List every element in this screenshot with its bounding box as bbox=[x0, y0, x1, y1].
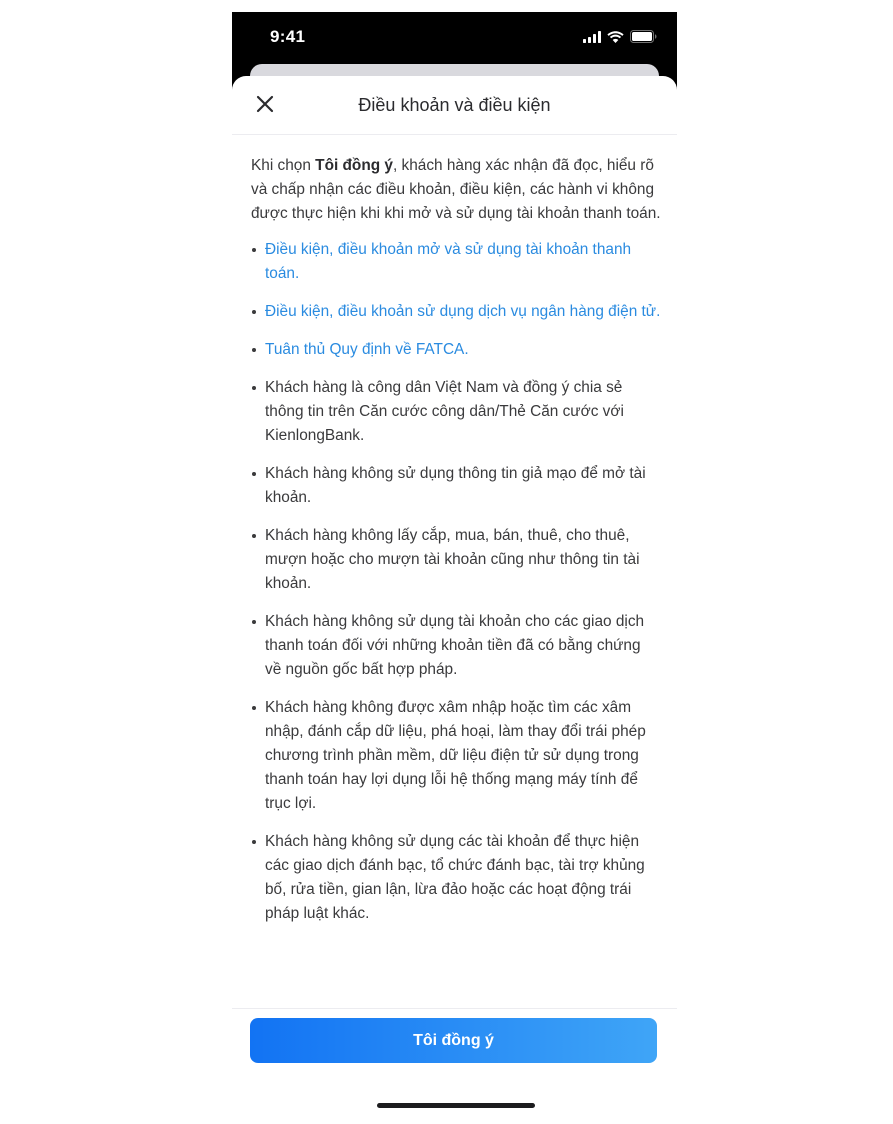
terms-sheet bbox=[232, 76, 677, 1122]
intro-text bbox=[251, 154, 661, 226]
footer-divider bbox=[232, 1008, 677, 1009]
fatca-link[interactable]: Tuân thủ Quy định về FATCA. bbox=[265, 341, 469, 358]
list-item-link-ebanking-terms[interactable] bbox=[251, 300, 661, 324]
list-item: Khách hàng không lấy cắp, mua, bán, thuê, cho thuê, mượn hoặc cho mượn tài khoản cũng như thông tin tài khoản. bbox=[251, 524, 661, 596]
sheet-header bbox=[232, 76, 677, 135]
terms-content[interactable] bbox=[251, 154, 661, 940]
intro-after: , khách hàng xác nhận đã đọc, hiểu rõ và chấp nhận các điều khoản, điều kiện, các hành vi không được thực hiện khi khi mở và sử dụng tài khoản thanh toán. bbox=[251, 157, 661, 222]
list-item: Khách hàng không sử dụng thông tin giả mạo để mở tài khoản. bbox=[251, 462, 661, 510]
wifi-icon bbox=[607, 31, 624, 43]
page-title: Điều khoản và điều kiện bbox=[358, 95, 551, 115]
intro-emphasis: Tôi đồng ý bbox=[315, 157, 393, 174]
list-item: Khách hàng không sử dụng các tài khoản để thực hiện các giao dịch đánh bạc, tổ chức đánh bạc, tài trợ khủng bố, rửa tiền, gian lận, lừa đảo hoặc các hoạt động trái pháp luật khác. bbox=[251, 830, 661, 926]
agree-button[interactable]: Tôi đồng ý bbox=[250, 1018, 657, 1063]
list-item-link-fatca[interactable] bbox=[251, 338, 661, 362]
account-terms-link[interactable]: Điều kiện, điều khoản mở và sử dụng tài khoản thanh toán. bbox=[265, 241, 632, 282]
signal-icon bbox=[583, 31, 601, 43]
status-time: 9:41 bbox=[270, 27, 306, 46]
battery-icon bbox=[630, 30, 657, 43]
list-item-link-account-terms[interactable] bbox=[251, 238, 661, 286]
list-item: Khách hàng là công dân Việt Nam và đồng ý chia sẻ thông tin trên Căn cước công dân/Thẻ Căn cước với KienlongBank. bbox=[251, 376, 661, 448]
list-item: Khách hàng không sử dụng tài khoản cho các giao dịch thanh toán đối với những khoản tiền đã có bằng chứng về nguồn gốc bất hợp pháp. bbox=[251, 610, 661, 682]
phone-screen bbox=[232, 12, 677, 1122]
terms-list bbox=[251, 238, 661, 926]
status-icons bbox=[583, 30, 657, 43]
intro-before: Khi chọn bbox=[251, 157, 316, 174]
list-item: Khách hàng không được xâm nhập hoặc tìm các xâm nhập, đánh cắp dữ liệu, phá hoại, làm thay đổi trái phép chương trình phần mềm, dữ liệu điện tử sử dụng trong thanh toán hay lợi dụng lỗi hệ thống mạng máy tính để trục lợi. bbox=[251, 696, 661, 816]
ebanking-terms-link[interactable]: Điều kiện, điều khoản sử dụng dịch vụ ngân hàng điện tử. bbox=[265, 303, 661, 320]
home-indicator bbox=[377, 1103, 535, 1108]
